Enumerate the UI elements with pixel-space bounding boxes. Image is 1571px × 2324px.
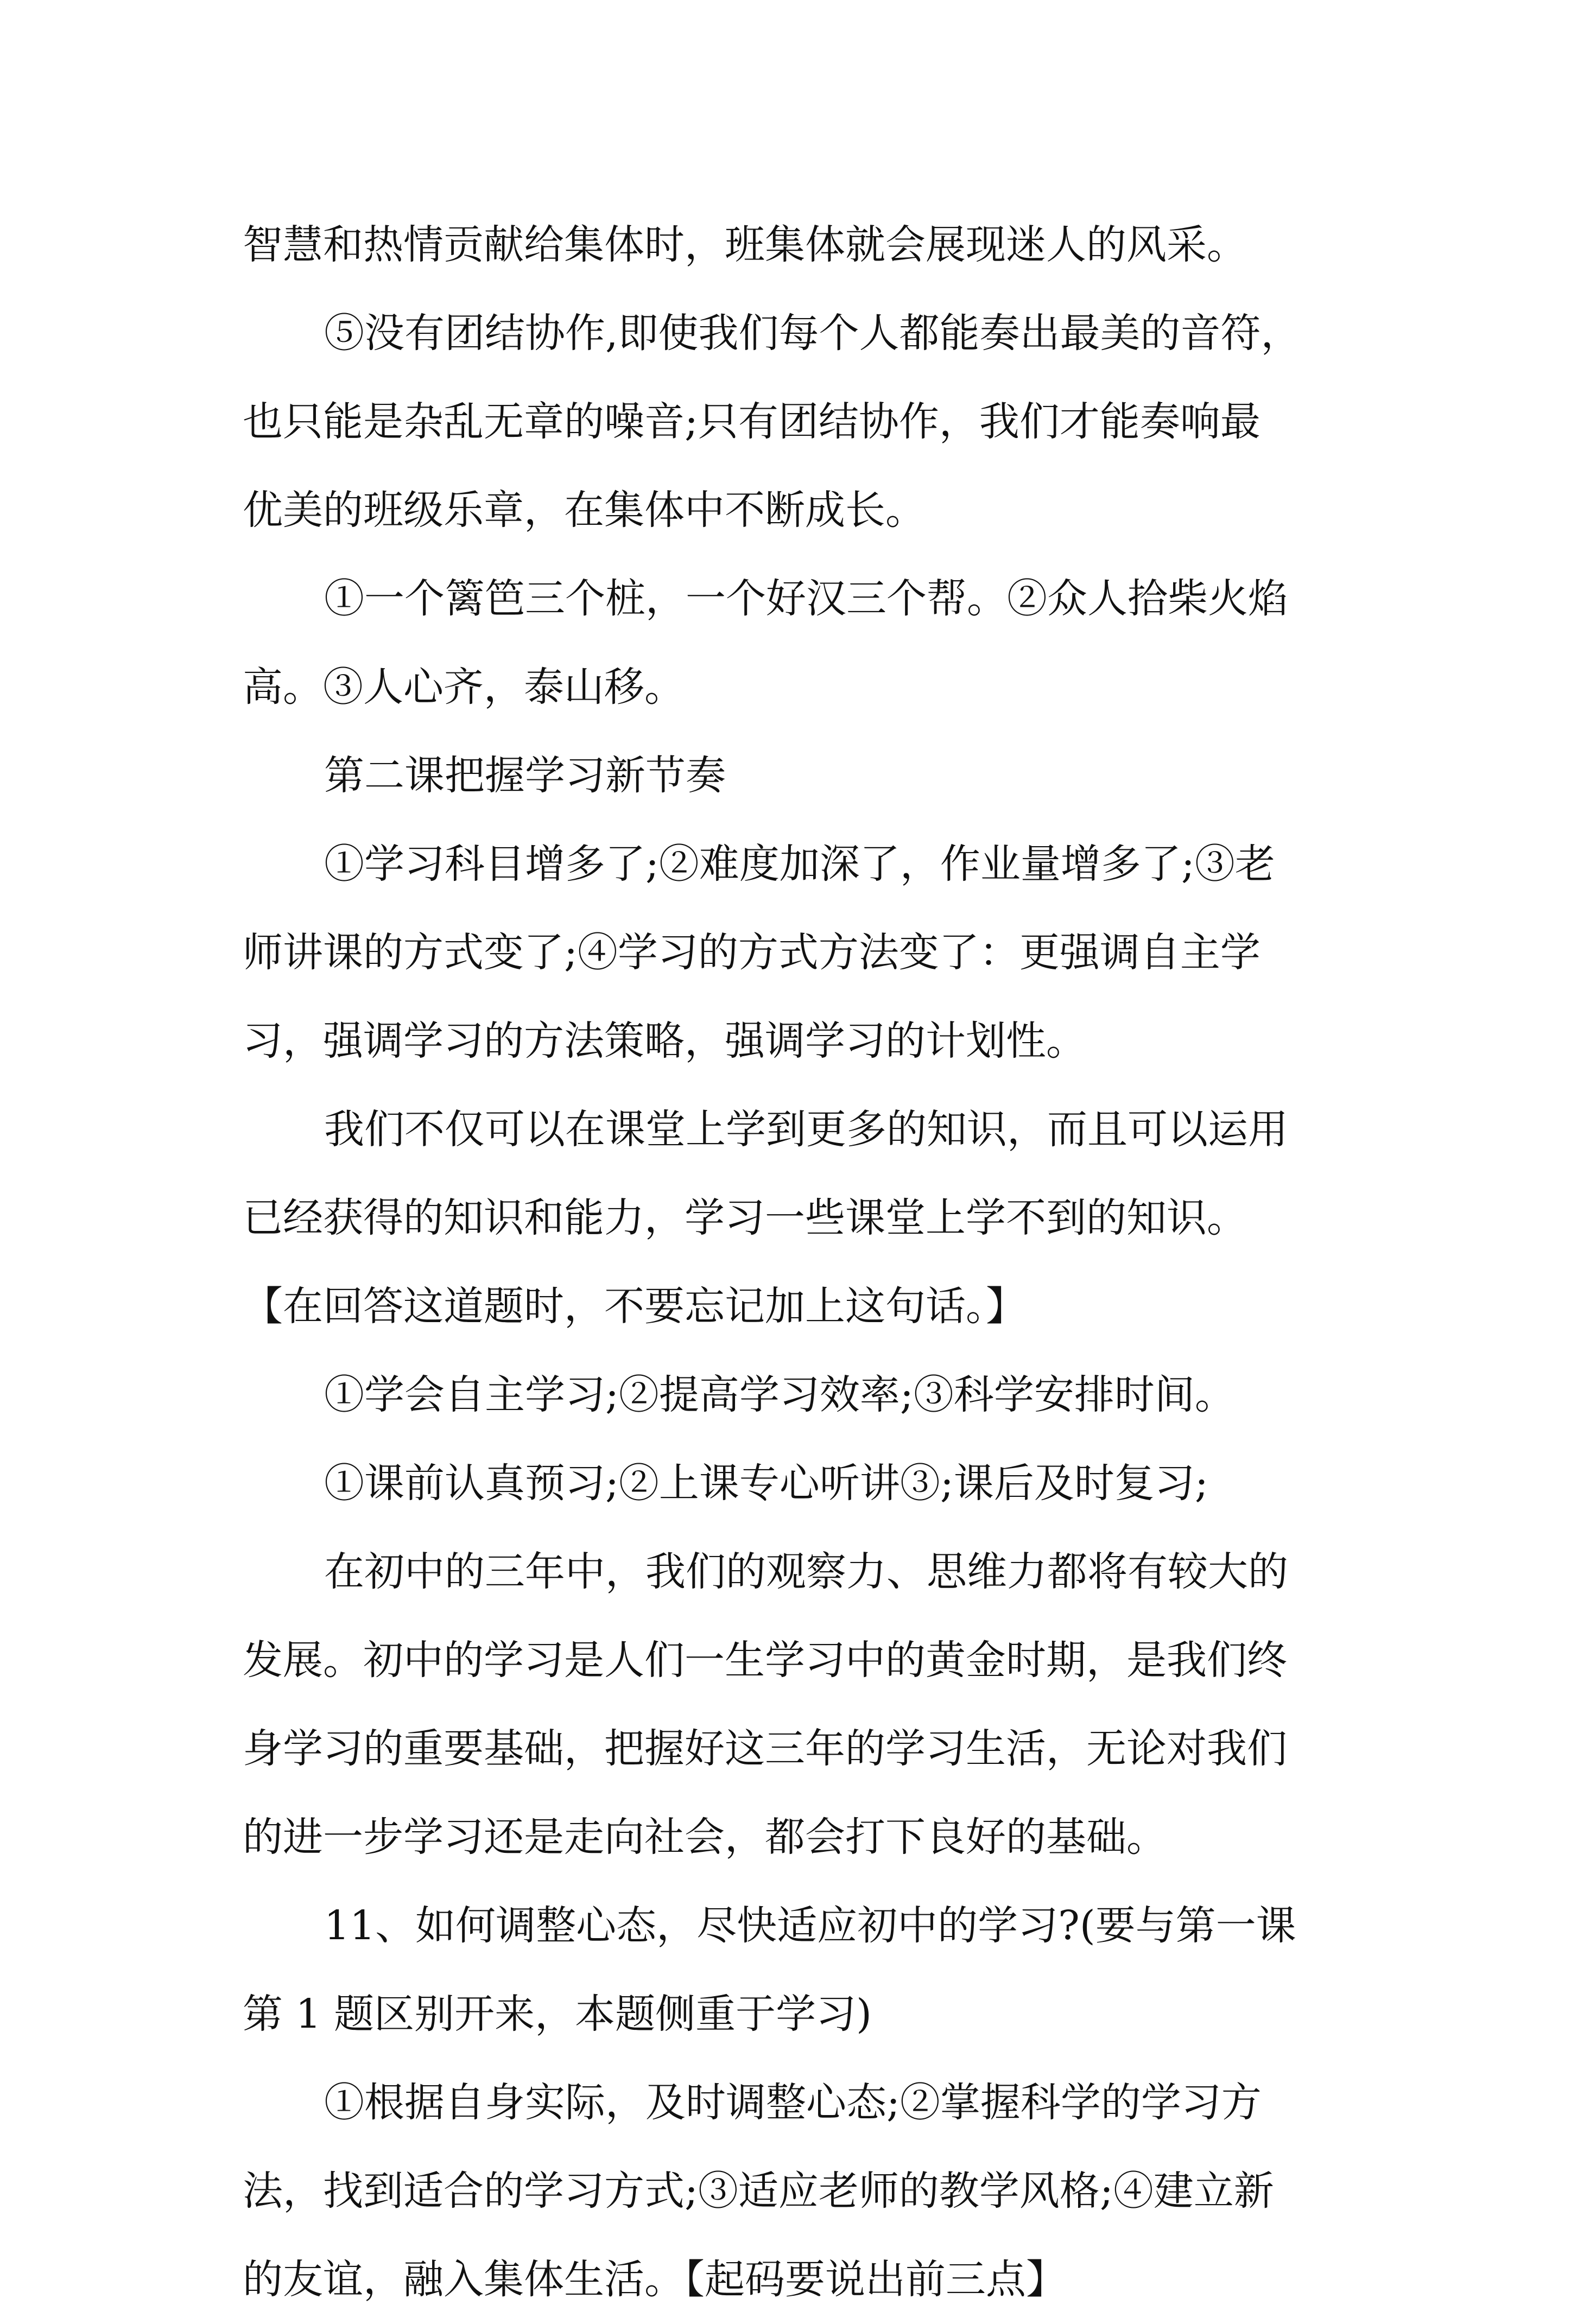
question-line: 11、如何调整心态，尽快适应初中的学习?(要与第一课 xyxy=(324,1902,1296,1949)
text-line: 也只能是杂乱无章的噪音;只有团结协作，我们才能奏响最 xyxy=(243,398,1260,445)
text-line: ⑤没有团结协作,即使我们每个人都能奏出最美的音符， xyxy=(324,310,1301,357)
text-line: 习，强调学习的方法策略，强调学习的计划性。 xyxy=(243,1018,1086,1064)
question-line: 第 1 题区别开来，本题侧重于学习) xyxy=(243,1991,872,2037)
text-line: 在初中的三年中，我们的观察力、思维力都将有较大的 xyxy=(324,1548,1288,1595)
text-line: ①一个篱笆三个桩，一个好汉三个帮。②众人拾柴火焰 xyxy=(324,575,1288,622)
section-heading: 第二课把握学习新节奏 xyxy=(324,752,726,799)
text-line: 师讲课的方式变了;④学习的方式方法变了：更强调自主学 xyxy=(243,929,1260,976)
text-line: 法，找到适合的学习方式;③适应老师的教学风格;④建立新 xyxy=(243,2168,1274,2214)
document-text-body xyxy=(243,201,1339,2324)
text-line: 的友谊，融入集体生活。【起码要说出前三点】 xyxy=(243,2256,1066,2303)
text-line: 智慧和热情贡献给集体时，班集体就会展现迷人的风采。 xyxy=(243,221,1247,268)
text-line: ①学习科目增多了;②难度加深了，作业量增多了;③老 xyxy=(324,841,1275,887)
text-line: 高。③人心齐，泰山移。 xyxy=(243,664,685,710)
text-line: 我们不仅可以在课堂上学到更多的知识，而且可以运用 xyxy=(324,1106,1288,1153)
text-line: 的进一步学习还是走向社会，都会打下良好的基础。 xyxy=(243,1814,1167,1861)
text-line: 【在回答这道题时，不要忘记加上这句话。】 xyxy=(243,1283,1026,1330)
text-line: 身学习的重要基础，把握好这三年的学习生活，无论对我们 xyxy=(243,1725,1287,1772)
text-line: ①学会自主学习;②提高学习效率;③科学安排时间。 xyxy=(324,1371,1235,1418)
text-line: ①根据自身实际，及时调整心态;②掌握科学的学习方 xyxy=(324,2079,1262,2126)
text-line: ①课前认真预习;②上课专心听讲③;课后及时复习; xyxy=(324,1460,1208,1507)
text-line: 发展。初中的学习是人们一生学习中的黄金时期，是我们终 xyxy=(243,1637,1287,1684)
text-line: 优美的班级乐章，在集体中不断成长。 xyxy=(243,487,926,534)
text-line: 已经获得的知识和能力，学习一些课堂上学不到的知识。 xyxy=(243,1195,1247,1241)
